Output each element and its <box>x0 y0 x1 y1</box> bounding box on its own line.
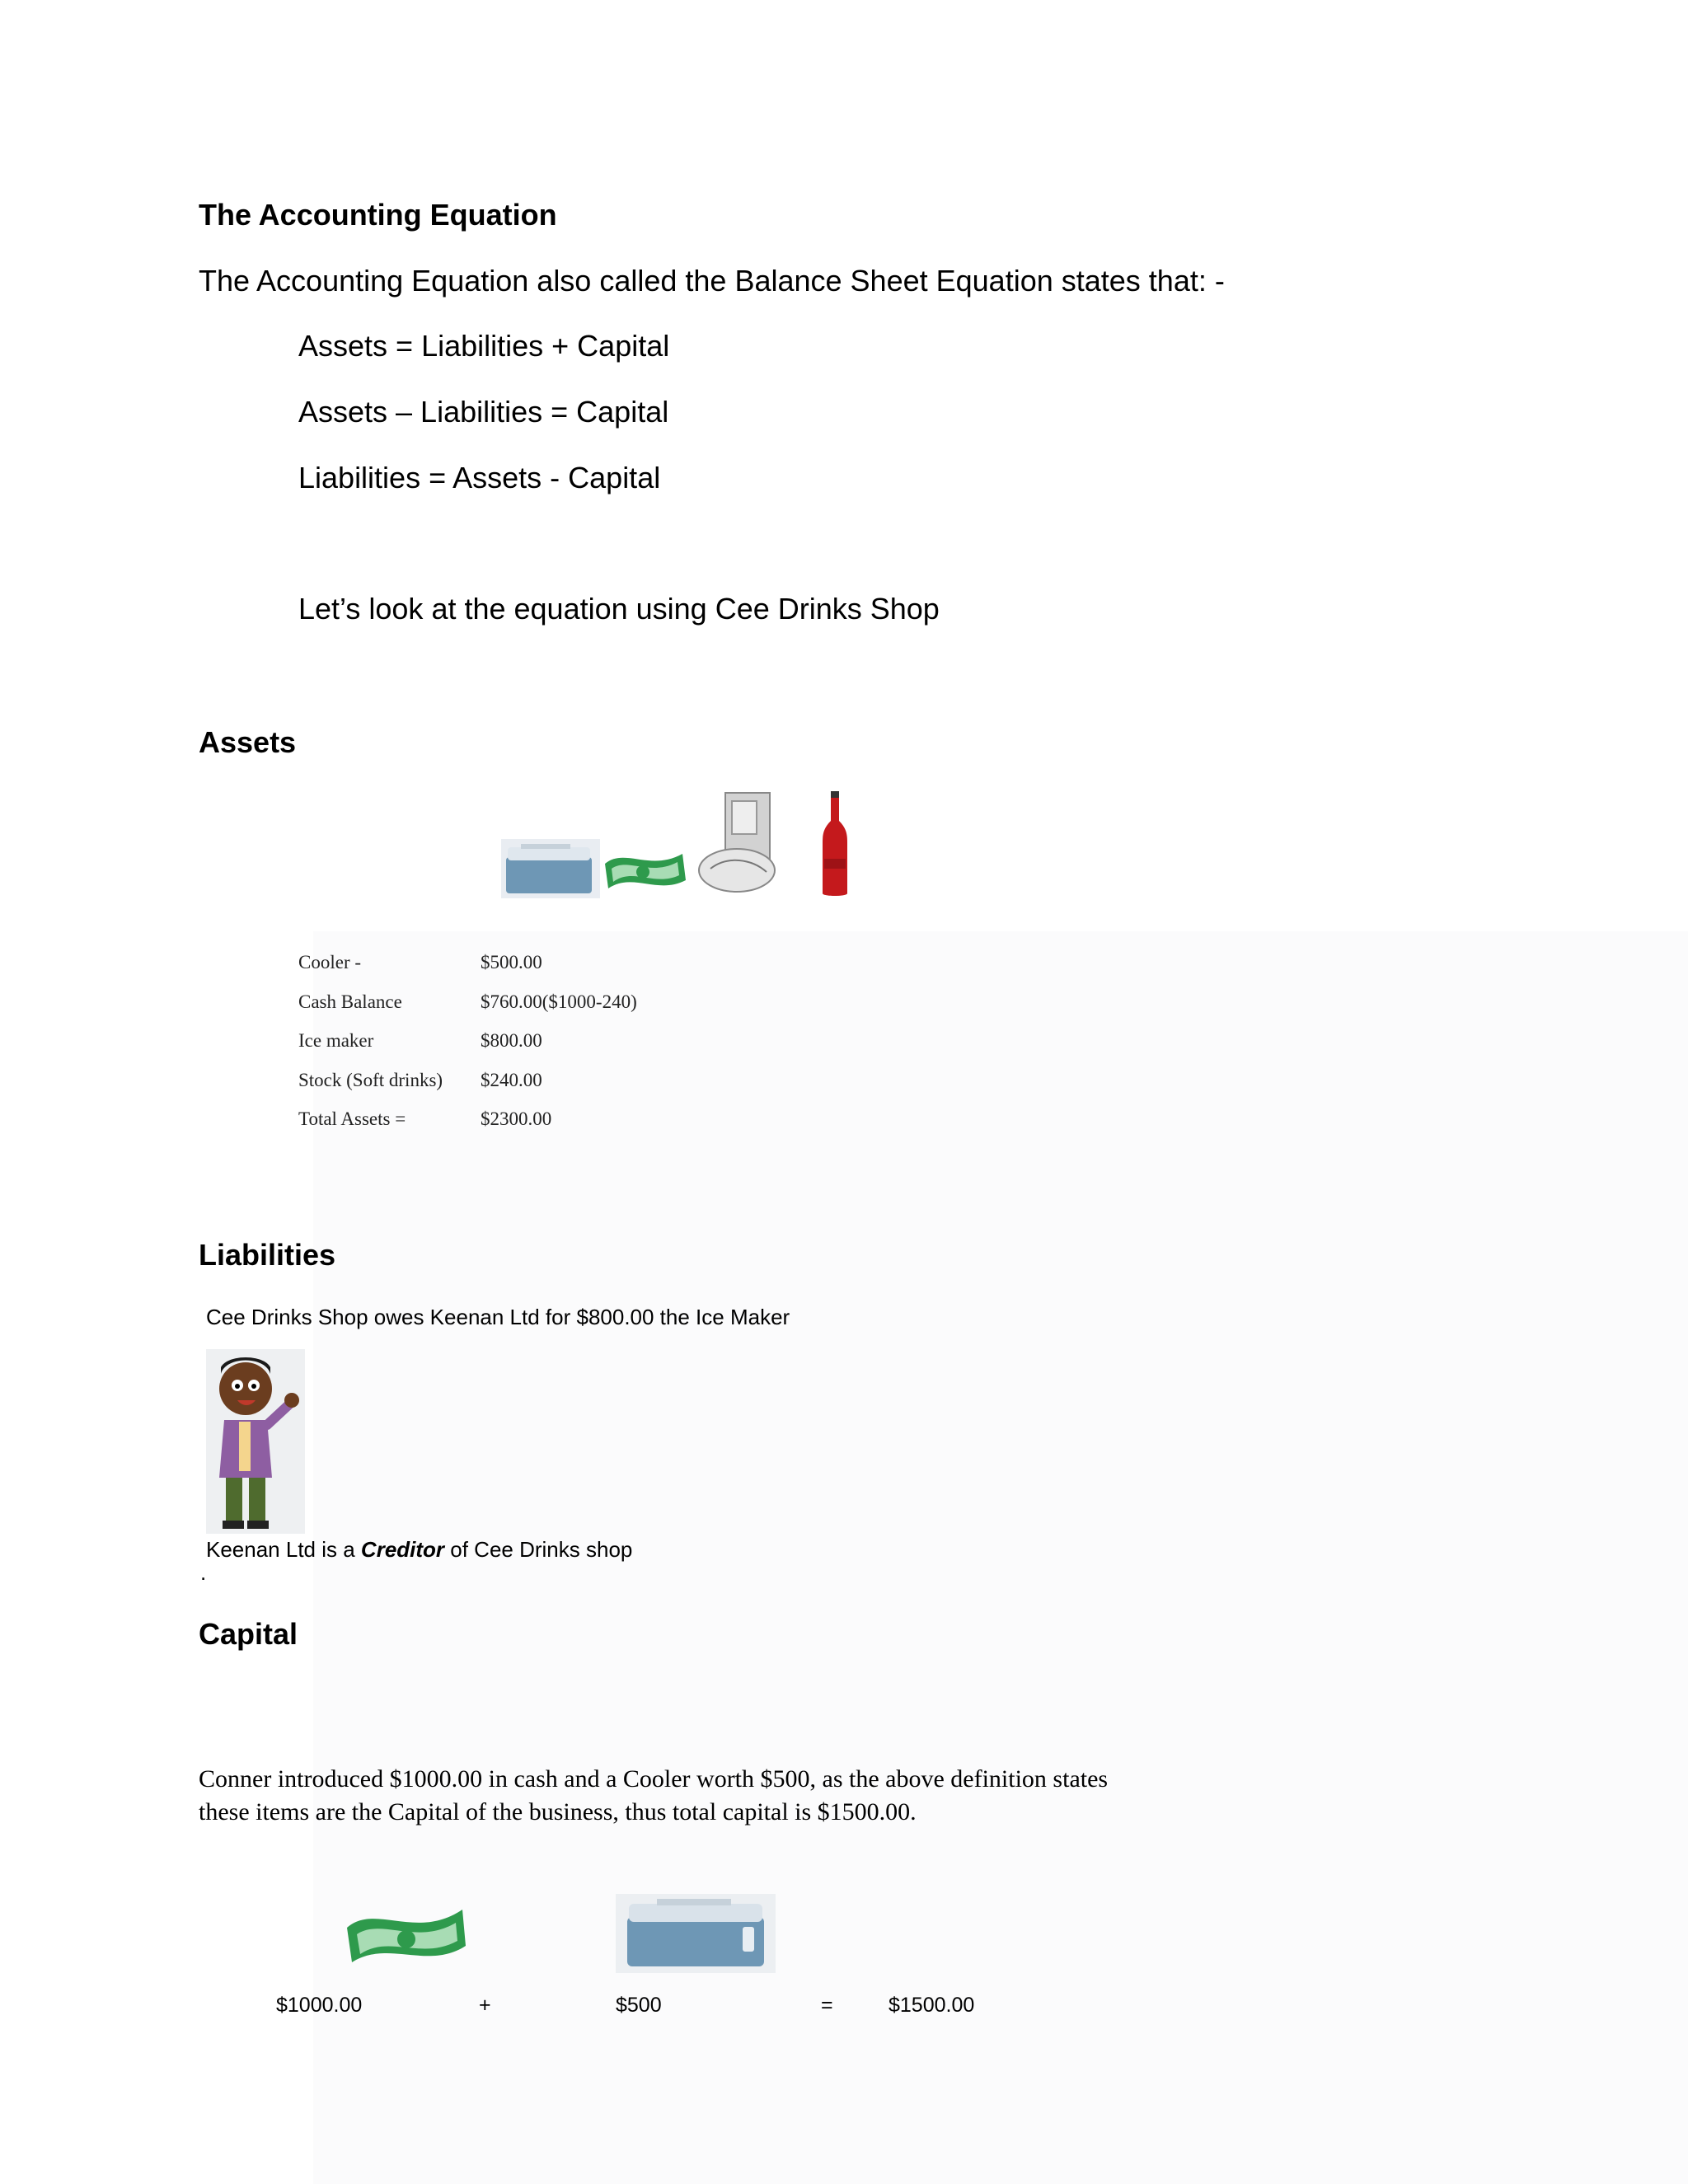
asset-value-cooler: $500.00 <box>481 952 542 972</box>
asset-value-ice-maker: $800.00 <box>481 1030 542 1051</box>
capital-heading: Capital <box>199 1617 298 1651</box>
creditor-word: Creditor <box>360 1537 445 1562</box>
ice-maker-icon <box>694 790 785 898</box>
creditor-statement <box>206 1537 632 1563</box>
cooler-icon <box>616 1894 776 1973</box>
liabilities-text: Cee Drinks Shop owes Keenan Ltd for $800.00 the Ice Maker <box>206 1305 790 1329</box>
asset-label-total: Total Assets = <box>298 1108 406 1129</box>
sum-total-value: $1500.00 <box>889 1994 975 2017</box>
lookup-text: Let’s look at the equation using Cee Drinks Shop <box>298 592 940 626</box>
assets-heading: Assets <box>199 725 297 759</box>
asset-value-cash: $760.00($1000-240) <box>481 991 637 1012</box>
cash-icon <box>600 839 691 898</box>
cash-icon <box>342 1891 471 1974</box>
capital-text-line-2: these items are the Capital of the business, thus total capital is $1500.00. <box>199 1798 917 1825</box>
asset-label-cash: Cash Balance <box>298 991 402 1012</box>
liabilities-heading: Liabilities <box>199 1238 336 1272</box>
cooler-icon <box>501 839 600 898</box>
capital-text-line-1: Conner introduced $1000.00 in cash and a Cooler worth $500, as the above definition states <box>199 1765 1109 1793</box>
intro-text: The Accounting Equation also called the Balance Sheet Equation states that: - <box>199 264 1225 298</box>
equation-3: Liabilities = Assets - Capital <box>298 461 661 494</box>
creditor-person-icon <box>206 1349 305 1534</box>
asset-value-total: $2300.00 <box>481 1108 552 1129</box>
sum-cash-value: $1000.00 <box>276 1994 363 2017</box>
asset-label-cooler: Cooler - <box>298 952 362 972</box>
soft-drink-bottle-icon <box>819 790 851 900</box>
sum-plus-sign: + <box>479 1994 491 2017</box>
equation-2: Assets – Liabilities = Capital <box>298 395 669 429</box>
creditor-suffix: of Cee Drinks shop <box>444 1537 633 1562</box>
equation-1: Assets = Liabilities + Capital <box>298 329 670 363</box>
creditor-prefix: Keenan Ltd is a <box>206 1537 361 1562</box>
asset-value-stock: $240.00 <box>481 1070 542 1090</box>
stray-dot: . <box>200 1560 207 1585</box>
asset-label-ice-maker: Ice maker <box>298 1030 374 1051</box>
sum-equals-sign: = <box>821 1994 833 2017</box>
asset-label-stock: Stock (Soft drinks) <box>298 1070 443 1090</box>
page-title: The Accounting Equation <box>199 198 557 232</box>
sum-cooler-value: $500 <box>616 1994 662 2017</box>
